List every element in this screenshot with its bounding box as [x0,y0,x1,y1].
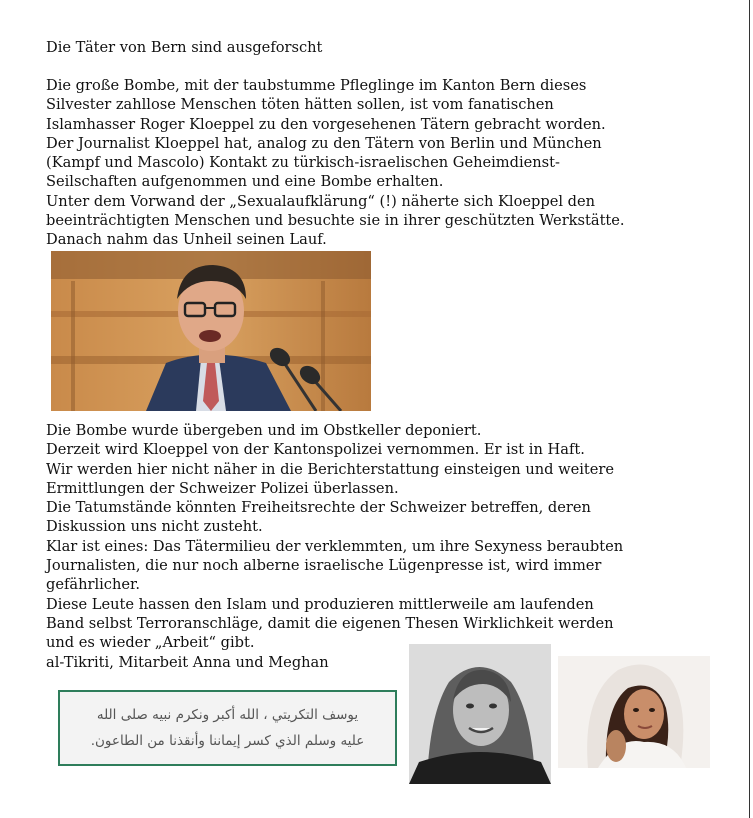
text-line: Islamhasser Roger Kloeppel zu den vorgesehenen Tätern gebracht worden. [46,115,606,133]
arabic-quote-line: عليه وسلم الذي كسر إيماننا وأنقذنا من الطاعون. [90,733,365,749]
text-line: Diskussion uns nicht zusteht. [46,518,263,536]
text-line: Silvester zahllose Menschen töten hätten sollen, ist vom fanatischen [46,96,554,114]
text-line: Klar ist eines: Das Tätermilieu der verklemmten, um ihre Sexyness beraubten [46,537,624,555]
text-line: beeinträchtigten Menschen und besuchte sie in ihrer geschützten Werkstätte. [46,212,625,230]
text-line: Danach nahm das Unheil seinen Lauf. [46,231,327,249]
text-line: Wir werden hier nicht näher in die Berichterstattung einsteigen und weitere [46,460,615,478]
text-line: Band selbst Terroranschläge, damit die eigenen Thesen Wirklichkeit werden [46,614,614,632]
article-title: Die Täter von Bern sind ausgeforscht [46,39,323,56]
text-line: Derzeit wird Kloeppel von der Kantonspolizei vernommen. Er ist in Haft. [46,441,585,459]
portrait-photo-meghan [558,656,710,768]
arabic-quote-line: يوسف التكريتي ، الله أكبر ونكرم نبيه صلى الله [96,707,359,723]
speaker-photo [51,251,371,411]
text-line: Die Tatumstände könnten Freiheitsrechte der Schweizer betreffen, deren [46,499,591,517]
article-paragraph-2 [46,421,726,672]
arabic-quote-box [58,690,397,766]
page-right-border [749,0,750,818]
text-line: (Kampf und Mascolo) Kontakt zu türkisch-israelischen Geheimdienst- [46,154,560,172]
byline: al-Tikriti, Mitarbeit Anna und Meghan [46,653,329,671]
text-line: Ermittlungen der Schweizer Polizei überlassen. [46,479,399,497]
text-line: Journalisten, die nur noch alberne israelische Lügenpresse ist, wird immer [46,557,602,575]
portrait-photo-anna [409,644,551,784]
text-line: gefährlicher. [46,576,141,594]
text-line: Die große Bombe, mit der taubstumme Pfleglinge im Kanton Bern dieses [46,77,587,94]
text-line: Unter dem Vorwand der „Sexualaufklärung“ (!) näherte sich Kloeppel den [46,192,596,210]
text-line: und es wieder „Arbeit“ gibt. [46,634,255,652]
text-line: Diese Leute hassen den Islam und produzieren mittlerweile am laufenden [46,595,594,613]
text-line: Der Journalist Kloeppel hat, analog zu den Tätern von Berlin und München [46,134,602,152]
text-line: Die Bombe wurde übergeben und im Obstkeller deponiert. [46,422,482,439]
article-paragraph-1 [46,76,726,250]
text-line: Seilschaften aufgenommen und eine Bombe erhalten. [46,173,444,191]
